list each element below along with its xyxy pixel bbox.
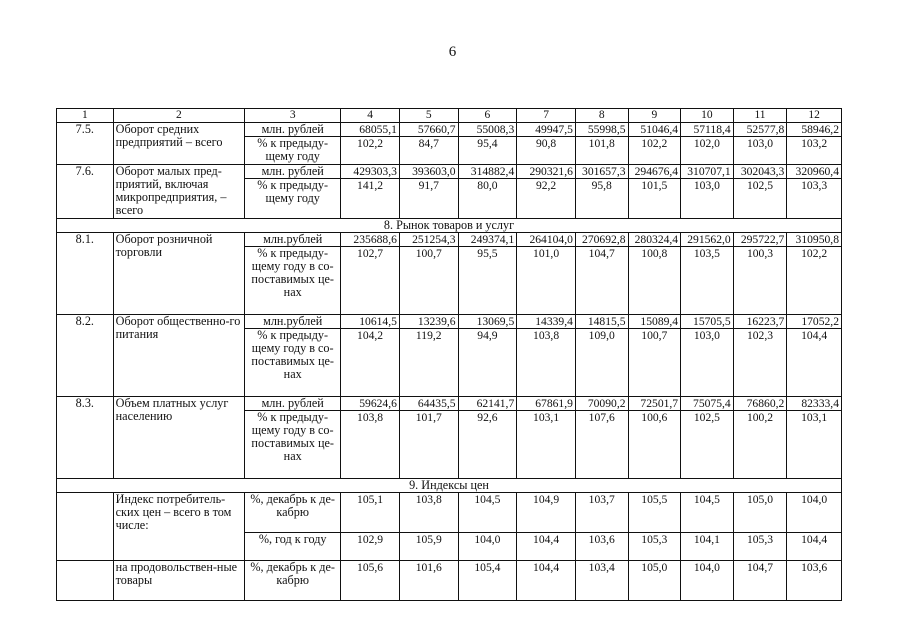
value-cell: 62141,7 (458, 397, 517, 411)
column-number: 2 (113, 109, 245, 123)
value-cell: 103,6 (787, 561, 842, 601)
value-cell: 13239,6 (399, 315, 458, 329)
row-number: 7.5. (57, 123, 114, 165)
value-cell: 13069,5 (458, 315, 517, 329)
column-number: 10 (681, 109, 734, 123)
value-cell: 51046,4 (628, 123, 681, 137)
value-cell: 64435,5 (399, 397, 458, 411)
value-cell: 310707,1 (681, 165, 734, 179)
value-cell: 103,6 (575, 533, 628, 561)
statistics-table (56, 108, 842, 601)
column-number: 9 (628, 109, 681, 123)
value-cell: 249374,1 (458, 233, 517, 247)
value-cell: 68055,1 (341, 123, 400, 137)
value-cell: 107,6 (575, 411, 628, 479)
value-cell: 55998,5 (575, 123, 628, 137)
table-row (57, 315, 842, 329)
value-cell: 16223,7 (733, 315, 787, 329)
indicator-name: на продовольствен-ные товары (113, 561, 245, 601)
column-number: 5 (399, 109, 458, 123)
value-cell: 105,9 (399, 533, 458, 561)
value-cell: 104,2 (341, 329, 400, 397)
value-cell: 280324,4 (628, 233, 681, 247)
indicator-name: Оборот розничной торговли (113, 233, 245, 315)
unit-label: % к предыду-щему году в со-поставимых це-нах (245, 411, 341, 479)
value-cell: 104,5 (681, 493, 734, 533)
column-number: 8 (575, 109, 628, 123)
value-cell: 104,9 (517, 493, 576, 533)
value-cell: 57660,7 (399, 123, 458, 137)
value-cell: 55008,3 (458, 123, 517, 137)
value-cell: 76860,2 (733, 397, 787, 411)
unit-label: %, декабрь к де-кабрю (245, 561, 341, 601)
value-cell: 92,2 (517, 179, 576, 219)
value-cell: 102,2 (628, 137, 681, 165)
value-cell: 84,7 (399, 137, 458, 165)
indicator-name: Объем платных услуг населению (113, 397, 245, 479)
value-cell: 105,3 (733, 533, 787, 561)
value-cell: 291562,0 (681, 233, 734, 247)
column-number: 3 (245, 109, 341, 123)
value-cell: 104,5 (458, 493, 517, 533)
value-cell: 251254,3 (399, 233, 458, 247)
value-cell: 101,6 (399, 561, 458, 601)
row-number: 8.1. (57, 233, 114, 315)
unit-label: % к предыду-щему году (245, 179, 341, 219)
value-cell: 301657,3 (575, 165, 628, 179)
value-cell: 119,2 (399, 329, 458, 397)
unit-label: %, год к году (245, 533, 341, 561)
value-cell: 103,0 (681, 329, 734, 397)
row-number: 8.3. (57, 397, 114, 479)
value-cell: 105,5 (628, 493, 681, 533)
table-row (57, 165, 842, 179)
value-cell: 429303,3 (341, 165, 400, 179)
value-cell: 100,7 (399, 247, 458, 315)
row-number: 8.2. (57, 315, 114, 397)
value-cell: 104,4 (517, 533, 576, 561)
value-cell: 58946,2 (787, 123, 842, 137)
table-row (57, 123, 842, 137)
section-header-row (57, 219, 842, 233)
value-cell: 57118,4 (681, 123, 734, 137)
value-cell: 102,7 (341, 247, 400, 315)
value-cell: 105,3 (628, 533, 681, 561)
value-cell: 14815,5 (575, 315, 628, 329)
unit-label: млн. рублей (245, 123, 341, 137)
column-number: 12 (787, 109, 842, 123)
value-cell: 102,5 (733, 179, 787, 219)
value-cell: 102,0 (681, 137, 734, 165)
value-cell: 100,3 (733, 247, 787, 315)
row-number (57, 561, 114, 601)
column-number-row (57, 109, 842, 123)
unit-label: млн.рублей (245, 233, 341, 247)
table-row (57, 233, 842, 247)
value-cell: 105,1 (341, 493, 400, 533)
value-cell: 294676,4 (628, 165, 681, 179)
value-cell: 49947,5 (517, 123, 576, 137)
column-number: 4 (341, 109, 400, 123)
value-cell: 290321,6 (517, 165, 576, 179)
value-cell: 102,9 (341, 533, 400, 561)
value-cell: 104,0 (681, 561, 734, 601)
value-cell: 100,6 (628, 411, 681, 479)
indicator-name: Оборот малых пред-приятий, включая микропредприятия, – всего (113, 165, 245, 219)
value-cell: 320960,4 (787, 165, 842, 179)
value-cell: 82333,4 (787, 397, 842, 411)
value-cell: 75075,4 (681, 397, 734, 411)
value-cell: 104,7 (575, 247, 628, 315)
value-cell: 102,3 (733, 329, 787, 397)
value-cell: 92,6 (458, 411, 517, 479)
column-number: 6 (458, 109, 517, 123)
indicator-name: Индекс потребитель-ских цен – всего в том числе: (113, 493, 245, 561)
value-cell: 103,1 (787, 411, 842, 479)
value-cell: 393603,0 (399, 165, 458, 179)
value-cell: 100,8 (628, 247, 681, 315)
value-cell: 270692,8 (575, 233, 628, 247)
section-header-row (57, 479, 842, 493)
value-cell: 17052,2 (787, 315, 842, 329)
value-cell: 314882,4 (458, 165, 517, 179)
unit-label: млн.рублей (245, 315, 341, 329)
section-title: 9. Индексы цен (57, 479, 842, 493)
column-number: 7 (517, 109, 576, 123)
value-cell: 103,3 (787, 179, 842, 219)
value-cell: 72501,7 (628, 397, 681, 411)
value-cell: 103,5 (681, 247, 734, 315)
value-cell: 264104,0 (517, 233, 576, 247)
value-cell: 15705,5 (681, 315, 734, 329)
value-cell: 70090,2 (575, 397, 628, 411)
value-cell: 104,4 (787, 329, 842, 397)
section-title: 8. Рынок товаров и услуг (57, 219, 842, 233)
value-cell: 100,2 (733, 411, 787, 479)
value-cell: 15089,4 (628, 315, 681, 329)
value-cell: 235688,6 (341, 233, 400, 247)
row-number (57, 493, 114, 561)
unit-label: % к предыду-щему году в со-поставимых це-нах (245, 329, 341, 397)
value-cell: 103,2 (787, 137, 842, 165)
value-cell: 101,7 (399, 411, 458, 479)
value-cell: 302043,3 (733, 165, 787, 179)
page-number: 6 (448, 44, 457, 60)
value-cell: 67861,9 (517, 397, 576, 411)
unit-label: млн. рублей (245, 165, 341, 179)
value-cell: 95,8 (575, 179, 628, 219)
indicator-name: Оборот средних предприятий – всего (113, 123, 245, 165)
value-cell: 310950,8 (787, 233, 842, 247)
value-cell: 104,4 (787, 533, 842, 561)
value-cell: 105,6 (341, 561, 400, 601)
table-row (57, 397, 842, 411)
value-cell: 104,1 (681, 533, 734, 561)
value-cell: 103,7 (575, 493, 628, 533)
value-cell: 104,0 (458, 533, 517, 561)
value-cell: 91,7 (399, 179, 458, 219)
value-cell: 104,0 (787, 493, 842, 533)
value-cell: 102,2 (341, 137, 400, 165)
value-cell: 14339,4 (517, 315, 576, 329)
unit-label: % к предыду-щему году в со-поставимых це-нах (245, 247, 341, 315)
value-cell: 103,1 (517, 411, 576, 479)
value-cell: 100,7 (628, 329, 681, 397)
value-cell: 141,2 (341, 179, 400, 219)
value-cell: 102,5 (681, 411, 734, 479)
column-number: 1 (57, 109, 114, 123)
value-cell: 95,5 (458, 247, 517, 315)
value-cell: 80,0 (458, 179, 517, 219)
value-cell: 109,0 (575, 329, 628, 397)
value-cell: 104,4 (517, 561, 576, 601)
value-cell: 105,0 (733, 493, 787, 533)
unit-label: % к предыду-щему году (245, 137, 341, 165)
unit-label: %, декабрь к де-кабрю (245, 493, 341, 533)
value-cell: 52577,8 (733, 123, 787, 137)
value-cell: 103,4 (575, 561, 628, 601)
value-cell: 10614,5 (341, 315, 400, 329)
value-cell: 105,4 (458, 561, 517, 601)
value-cell: 295722,7 (733, 233, 787, 247)
value-cell: 102,2 (787, 247, 842, 315)
row-number: 7.6. (57, 165, 114, 219)
indicator-name: Оборот общественно-го питания (113, 315, 245, 397)
value-cell: 90,8 (517, 137, 576, 165)
unit-label: млн. рублей (245, 397, 341, 411)
value-cell: 101,0 (517, 247, 576, 315)
value-cell: 103,0 (681, 179, 734, 219)
value-cell: 105,0 (628, 561, 681, 601)
value-cell: 103,8 (399, 493, 458, 533)
table-row (57, 493, 842, 533)
column-number: 11 (733, 109, 787, 123)
value-cell: 103,0 (733, 137, 787, 165)
value-cell: 95,4 (458, 137, 517, 165)
value-cell: 59624,6 (341, 397, 400, 411)
table-row (57, 561, 842, 601)
value-cell: 104,7 (733, 561, 787, 601)
value-cell: 101,5 (628, 179, 681, 219)
value-cell: 101,8 (575, 137, 628, 165)
value-cell: 103,8 (341, 411, 400, 479)
value-cell: 94,9 (458, 329, 517, 397)
value-cell: 103,8 (517, 329, 576, 397)
